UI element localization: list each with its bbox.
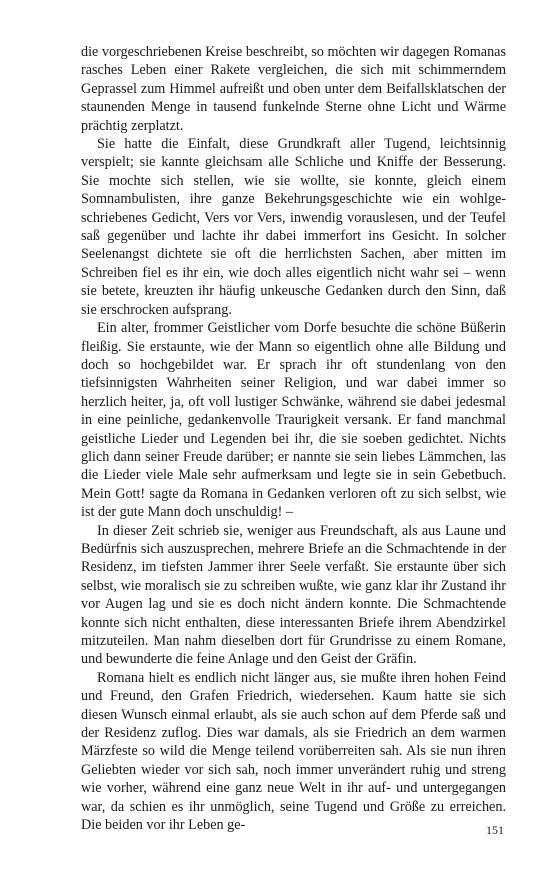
paragraph-5: Romana hielt es endlich nicht länger aus, sie mußte ihren hohen Feind und Freund, den Grafen Friedrich, wiedersehen. Kaum hatte sie sich diesen Wunsch einmal erlaubt, als sie auch schon auf dem Pferde saß und der Residenz zuflog. Dies war damals, als sie Friedrich an dem warmen Märzfeste so wild die Menge teilend vorüberreiten sah. Als sie nun ihren Geliebten wieder vor sich sah, noch immer unverändert ruhig und streng wie vorher, während eine ganz neue Welt in ihr auf- und untergegangen war, da schien es ihr unmöglich, seine Tugend und Größe zu erreichen. Die beiden vor ihr Leben ge- [81,669,506,834]
page-number: 151 [486,823,504,837]
paragraph-2: Sie hatte die Einfalt, diese Grundkraft aller Tugend, leichtsinnig verspielt; sie kannte gleichsam alle Schliche und Kniffe der Besserung. Sie mochte sich stellen, wie sie wollte, sie konnte, gleich einem Somnambulisten, ihre ganze Bekehrungsgeschichte wie ein wohlgeschriebenes Gedicht, Vers vor Vers, inwendig vorauslesen, und der Teufel saß gegenüber und lachte ihr dabei immerfort ins Gesicht. In solcher Seelenangst dichtete sie oft die herrlichsten Sachen, aber mitten im Schreiben fiel es ihr ein, wie doch alles eigentlich nicht wahr sei – wenn sie betete, kreuzten ihr häufig unkeusche Gedanken durch den Sinn, daß sie erschrocken aufsprang. [81,136,506,318]
page-text [81,43,506,834]
paragraph-1: die vorgeschriebenen Kreise beschreibt, so möchten wir dagegen Romanas rasches Leben einer Rakete vergleichen, die sich mit schimmerndem Geprassel zum Himmel aufreißt und oben unter dem Beifallsklatschen der staunenden Menge in tausend funkelnde Sterne ohne Licht und Wärme prächtig zerplatzt. [81,44,506,134]
paragraph-4: In dieser Zeit schrieb sie, weniger aus Freundschaft, als aus Laune und Bedürfnis sich auszusprechen, mehrere Briefe an die Schmachtende in der Residenz, im tiefsten Jammer ihrer Seele verfaßt. Sie erstaunte über sich selbst, wie moralisch sie zu schreiben wußte, wie ganz klar ihr Zustand ihr vor Augen lag und sie es doch nicht ändern konnte. Die Schmachtende konnte sich nicht enthalten, diese interessanten Briefe ihrem Abendzirkel mitzuteilen. Man nahm dieselben dort für Grundrisse zu einem Romane, und bewunderte die feine Anlage und den Geist der Gräfin. [81,522,506,668]
paragraph-3: Ein alter, frommer Geistlicher vom Dorfe besuchte die schöne Büßerin fleißig. Sie erstaunte, wie der Mann so eigentlich ohne alle Bildung und doch so hochgebildet war. Er sprach ihr oft stundenlang von den tiefsinnigsten Wahrheiten seiner Religion, und war dabei immer so herzlich heiter, ja, oft voll lustiger Schwänke, während sie dabei jedesmal in eine peinliche, gedankenvolle Traurigkeit versank. Er fand manchmal geistliche Lieder und Legenden bei ihr, die sie soeben gedichtet. Nichts glich dann seiner Freude darüber; er nannte sie sein liebes Lämmchen, las die Lieder viele Male sehr aufmerksam und legte sie in sein Gebetbuch. Mein Gott! sagte da Romana in Gedanken verloren oft zu sich selbst, wie ist der gute Mann doch unschuldig! – [81,320,506,521]
